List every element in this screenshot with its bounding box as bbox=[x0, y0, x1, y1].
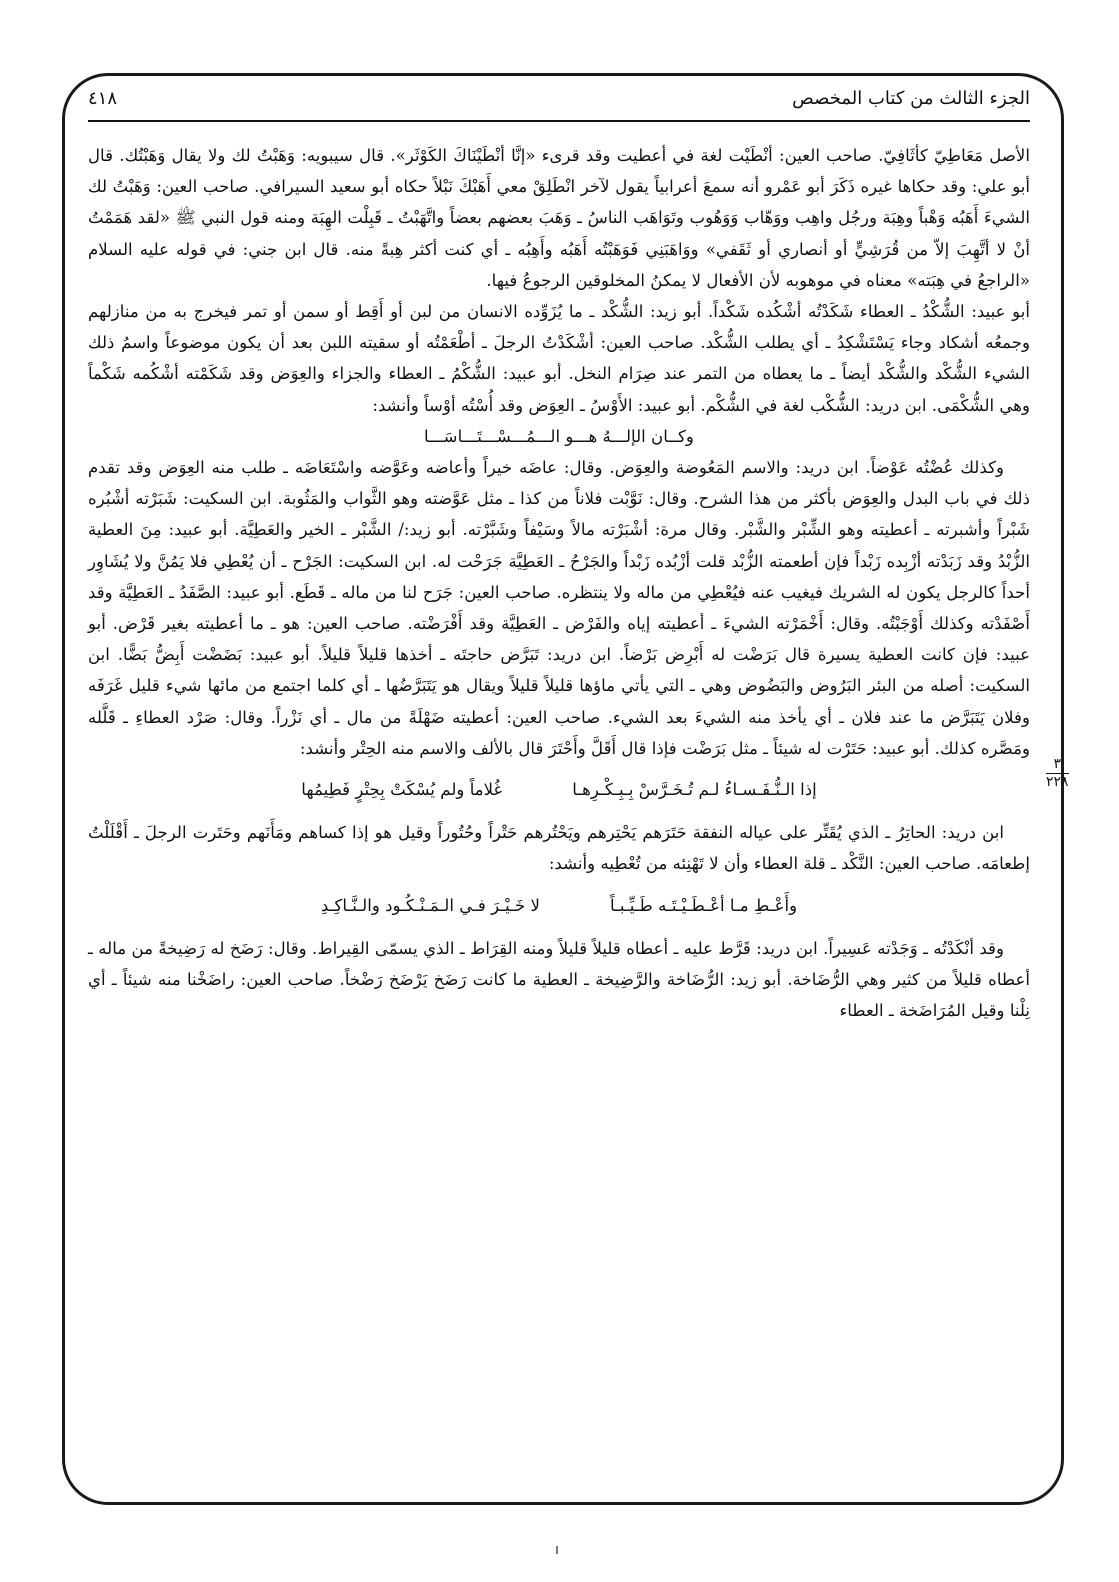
paragraph: الأصل مَعَاطِيّ كأثَافِيّ. صاحب العين: أنْطَيْت لغة في أعطيت وقد قرىء «إنَّا أنْطَيْنَاكَ الكَوْثَر». قال سيبويه: وَهَبْتُ لك ولا يقال وَهَبْتُك. قال أبو علي: وقد حكاها غيره ذَكَرَ أبو عَمْرو أنه سمعَ أعرابياً يقول لآخر انْطَلِقْ معي أَهَبْكَ نَبْلاً حكاه أبو سعيد السيرافي. صاحب العين: وَهَبْتُ لك الشيءَ أَهَبُه وَهْباً وهِبَة ورجُل واهِب ووَهّاب وَوَهُوب وتَوَاهَب الناسُ ـ وَهَبَ بعضهم بعضاً واتَّهَبْتُ ـ قَبِلْت الهِبَة ومنه قول النبي ﷺ «لقد هَمَمْتُ أنْ لا أتَّهِبَ إلاّ من قُرَشِيٍّ أو أنصاري أو ثَقَفي» ووَاهَبَنِي فَوَهَبْتُه أَهَبُه وأَهِبُه ـ أي كنت أكثر هِبةً منه. قال ابن جني: في قوله عليه السلام «الراجعُ في هِبَته» معناه في موهوبه لأن الأفعال لا يمكنُ المخلوقين الرجوعُ فيها. bbox=[88, 146, 1030, 290]
scan-mark bbox=[556, 1546, 558, 1554]
margin-reference-lower: ٢٢٨ bbox=[1046, 774, 1069, 790]
verse-hemistich-first: وأَعْـطِ مـا أعْـطَـيْـتَـه طَـيِّـبـاً bbox=[610, 895, 798, 915]
verse-couplet bbox=[88, 774, 1030, 805]
margin-reference bbox=[1046, 756, 1069, 790]
verse-couplet bbox=[88, 890, 1030, 921]
page-header bbox=[88, 88, 1030, 120]
verse-hemistich-second: غُلاماً ولم يُسْكَتْ بِحِتْرٍ فَطِيمُها bbox=[301, 780, 503, 800]
paragraph: أبو عبيد: الشُّكْدُ ـ العطاء شَكَدْتُه أشْكُده شَكْداً. أبو زيد: الشُّكْد ـ ما يُزَوِّده الانسان من لبن أو أَقِط أو سمن أو تمر فيخرج به من منازلهم وجمعُه أشكاد وجاء يَسْتَشْكِدُ ـ أي يطلب الشُّكْد. صاحب العين: أشْكَدْتُ الرجلَ ـ أطْعَمْتُه أو سقيته اللبن بعد أن يكون موضوعاً واسمُ ذلك الشيء الشُّكْد والشُّكْد أيضاً ـ ما يعطاه من التمر عند صِرَام النخل. أبو عبيد: الشُّكْمُ ـ العطاء والجزاء والعِوَض وقد شَكَمْته أشْكُمه شَكْماً وهي الشُّكْمَى. ابن دريد: الشُّكْب لغة في الشُّكْم. أبو عبيد: الأَوْسُ ـ العِوَض وقد أُسْتُه أوْساً وأنشد: bbox=[88, 302, 1030, 415]
page-number: ٤١٨ bbox=[88, 88, 118, 109]
paragraph: وكذلك عُضْتُه عَوْضاً. ابن دريد: والاسم المَعُوضة والعِوَض. وقال: عاضَه خيراً وأعاضه وعَوَّضه واسْتَعَاضَه ـ طلب منه العِوَض وقد تقدم ذلك في باب البدل والعِوَض بأكثر من هذا الشرح. وقال: نَوَّبْت فلاناً من كذا ـ مثل عَوَّضته وهو الثَّواب والمَثُوبة. ابن السكيت: شَبَرْته أشْبُره شَبْراً وأشبرته ـ أعطيته وهو الشِّبْر والشَّبْر. وقال مرة: أشْبَرْته مالاً وسَيْفاً وشَبَّرْته. أبو زيد:/ الشَّبْر ـ الخير والعَطِيَّة. أبو عبيد: مِنَ العطية الزُّبْدُ وقد زَبَدْته أزْبِده زَبْداً فإن أطعمته الزُّبْد قلت أزْبُده زَبْداً والجَرْحُ ـ العَطِيَّة جَرَحْت له. ابن السكيت: الجَرْح ـ أن يُعْطِي فلا يَمُنَّ ولا يُشَاوِر أحداً كالرجل يكون له الشريك فيغيب عنه فيُعْطِي من ماله ولا ينتظره. صاحب العين: جَرَح لنا من ماله ـ قَطَع. أبو عبيد: الصَّفَدُ ـ العَطِيَّة وقد أَصْفَدْته وكذلك أَوْجَبْتُه. وقال: أَخْمَرْته الشيءَ ـ أعطيته إياه والفَرْض ـ العَطِيَّة وقد أَفْرَضْته. صاحب العين: هو ـ ما أعطيته بغير قَرْض. أبو عبيد: فإن كانت العطية يسيرة قال بَرَضْت له أَبْرِض بَرْضاً. ابن دريد: تَبَرَّض حاجتَه ـ أخذها قليلاً قليلاً. أبو عبيد: بَضَضْت أَبِضُّ بَضًّا. ابن السكيت: أصله من البئر البَرُوض والبَضُوض وهي ـ التي يأتي ماؤها قليلاً قليلاً ويقال هو يَتَبَرَّضُها ـ أي كلما اجتمع من مائها شيء قليل غَرَفَه وفلان يَتَبَرَّض ما عند فلان ـ أي يأخذ منه الشيءَ بعد الشيء. صاحب العين: أعطيته ضَهْلَةً من مال ـ أي نَزْراً. وقال: صَرْد العطاءِ ـ قَلَّله ومَصَّره كذلك. أبو عبيد: حَتَرْت له شيئاً ـ مثل بَرَضْت فإذا قال أَقَلَّ وأَحْتَرَ قال بالألف والاسم منه الحِتْر وأنشد: bbox=[88, 458, 1030, 758]
running-title: الجزء الثالث من كتاب المخصص bbox=[792, 88, 1030, 109]
verse-hemistich-first: إذا الـنُّـفَـسـاءُ لـم تُـخَـرَّسْ بِـبِـكْـرِهـا bbox=[572, 780, 817, 800]
paragraph: ابن دريد: الحاتِرُ ـ الذي يُقَتِّر على عياله النفقة حَتَرَهم يَحْتِرهم ويَحْتُرهم حَتْراً وحُتُوراً وقيل هو إذا كساهم ومَأَنَهم وحَتَرت الرجلَ ـ أَقْلَلْتُ إطعامَه. صاحب العين: النَّكْد ـ قلة العطاء وأن لا تَهْنِئه من تُعْطِيه وأنشد: bbox=[88, 823, 1030, 874]
paragraph: وقد أنْكَدْتُه ـ وَجَدْته عَسِيراً. ابن دريد: قَرَّط عليه ـ أعطاه قليلاً قليلاً ومنه القِرَاط ـ الذي يسمّى القِيراط. وقال: رَضَخ له رَضِيخةً من ماله ـ أعطاه قليلاً من كثير وهي الرُّضَاخة. أبو زيد: الرُّضَاخة والرَّضِيخة ـ العطية ما كانت رَضَخ يَرْضَخ رَضْخاً. صاحب العين: راضَخْنا منه شيئاً ـ أي نِلْنا وقيل المُرَاضَخة ـ العطاء bbox=[88, 938, 1030, 1021]
book-page bbox=[88, 88, 1030, 1468]
body-text bbox=[88, 140, 1030, 1026]
margin-reference-upper: ٣ bbox=[1046, 756, 1069, 774]
verse-hemistich-second: لا خَـيْـرَ فـي الـمَـنْـكُـود والـنَّـاكِـدِ bbox=[320, 895, 540, 915]
header-rule bbox=[88, 120, 1030, 122]
verse-line: وكــان الإلـــهُ هـــو الـــمُـــسْـــتَـــاسَـــا bbox=[424, 426, 694, 446]
